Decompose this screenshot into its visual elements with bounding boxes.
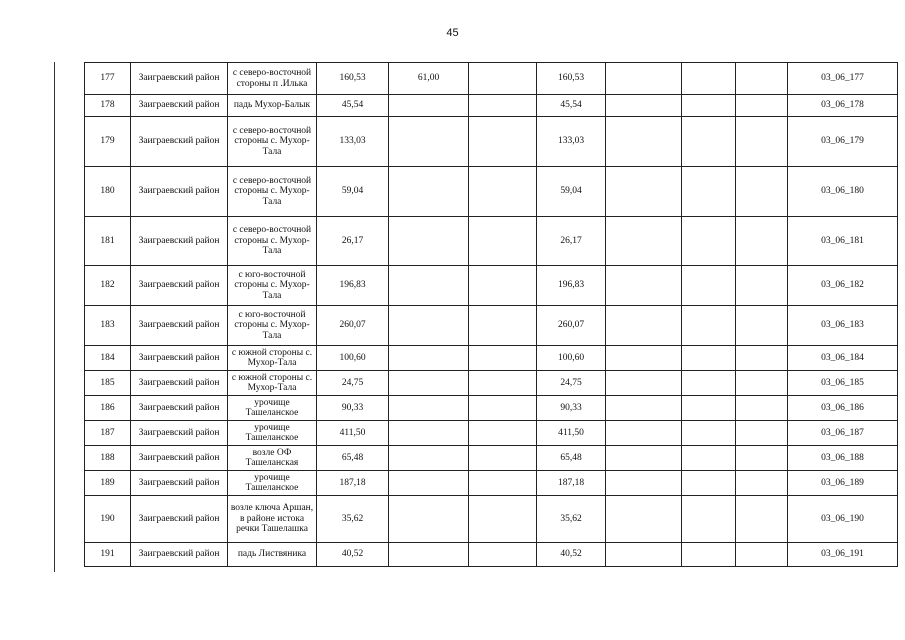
empty-cell [469,421,537,446]
code-cell: 03_06_186 [788,396,898,421]
table-row [85,95,898,117]
empty-cell [736,496,788,543]
empty-cell [606,266,682,306]
location-cell: падь Мухор-Балык [228,95,317,117]
code-cell: 03_06_182 [788,266,898,306]
extra-area-cell [389,371,469,396]
empty-cell [469,266,537,306]
table-row [85,167,898,217]
empty-cell [469,117,537,167]
empty-cell [736,117,788,167]
code-cell: 03_06_177 [788,63,898,95]
empty-cell [682,306,736,346]
extra-area-cell [389,117,469,167]
district-cell: Заиграевский район [131,117,228,167]
area-cell: 59,04 [317,167,389,217]
row-number: 183 [85,306,131,346]
empty-cell [469,471,537,496]
empty-cell [736,471,788,496]
total-area-cell: 59,04 [537,167,606,217]
code-cell: 03_06_187 [788,421,898,446]
area-cell: 45,54 [317,95,389,117]
empty-cell [606,306,682,346]
extra-area-cell [389,396,469,421]
district-cell: Заиграевский район [131,446,228,471]
extra-area-cell [389,217,469,266]
row-number: 180 [85,167,131,217]
empty-cell [682,371,736,396]
empty-cell [736,95,788,117]
area-cell: 26,17 [317,217,389,266]
row-number: 184 [85,346,131,371]
code-cell: 03_06_190 [788,496,898,543]
empty-cell [736,63,788,95]
location-cell: с северо-восточной стороны с. Мухор-Тала [228,217,317,266]
total-area-cell: 90,33 [537,396,606,421]
total-area-cell: 45,54 [537,95,606,117]
empty-cell [682,471,736,496]
empty-cell [682,266,736,306]
district-cell: Заиграевский район [131,496,228,543]
row-number: 185 [85,371,131,396]
empty-cell [606,371,682,396]
row-number: 191 [85,543,131,567]
row-number: 189 [85,471,131,496]
empty-cell [682,95,736,117]
table-row [85,371,898,396]
empty-cell [469,543,537,567]
empty-cell [606,496,682,543]
extra-area-cell [389,306,469,346]
total-area-cell: 160,53 [537,63,606,95]
empty-cell [736,217,788,266]
location-cell: с южной стороны с. Мухор-Тала [228,346,317,371]
table-row [85,446,898,471]
table-row [85,117,898,167]
row-number: 179 [85,117,131,167]
total-area-cell: 260,07 [537,306,606,346]
location-cell: возле ОФ Ташеланская [228,446,317,471]
extra-area-cell [389,167,469,217]
table-row [85,306,898,346]
district-cell: Заиграевский район [131,371,228,396]
code-cell: 03_06_179 [788,117,898,167]
total-area-cell: 65,48 [537,446,606,471]
location-cell: с северо-восточной стороны с. Мухор-Тала [228,117,317,167]
extra-area-cell: 61,00 [389,63,469,95]
total-area-cell: 187,18 [537,471,606,496]
code-cell: 03_06_178 [788,95,898,117]
empty-cell [606,63,682,95]
extra-area-cell [389,543,469,567]
table-row [85,496,898,543]
code-cell: 03_06_180 [788,167,898,217]
row-number: 190 [85,496,131,543]
empty-cell [736,396,788,421]
area-cell: 160,53 [317,63,389,95]
table-row [85,346,898,371]
district-cell: Заиграевский район [131,421,228,446]
empty-cell [736,167,788,217]
area-cell: 196,83 [317,266,389,306]
area-cell: 40,52 [317,543,389,567]
location-cell: урочище Ташеланское [228,471,317,496]
empty-cell [682,396,736,421]
location-cell: падь Листвяника [228,543,317,567]
total-area-cell: 35,62 [537,496,606,543]
empty-cell [469,396,537,421]
district-cell: Заиграевский район [131,167,228,217]
table-row [85,266,898,306]
empty-cell [736,266,788,306]
code-cell: 03_06_188 [788,446,898,471]
total-area-cell: 411,50 [537,421,606,446]
empty-cell [682,63,736,95]
total-area-cell: 26,17 [537,217,606,266]
code-cell: 03_06_191 [788,543,898,567]
row-number: 181 [85,217,131,266]
district-cell: Заиграевский район [131,306,228,346]
empty-cell [469,63,537,95]
empty-cell [682,496,736,543]
data-table [84,62,898,567]
empty-cell [606,446,682,471]
location-cell: урочище Ташеланское [228,421,317,446]
table-row [85,217,898,266]
empty-cell [682,117,736,167]
empty-cell [469,167,537,217]
empty-cell [682,217,736,266]
row-number: 177 [85,63,131,95]
empty-cell [469,371,537,396]
area-cell: 65,48 [317,446,389,471]
empty-cell [736,346,788,371]
empty-cell [469,346,537,371]
area-cell: 24,75 [317,371,389,396]
location-cell: с юго-восточной стороны с. Мухор-Тала [228,306,317,346]
area-cell: 187,18 [317,471,389,496]
empty-cell [736,421,788,446]
empty-cell [682,346,736,371]
total-area-cell: 40,52 [537,543,606,567]
district-cell: Заиграевский район [131,543,228,567]
empty-cell [606,346,682,371]
total-area-cell: 24,75 [537,371,606,396]
empty-cell [736,543,788,567]
empty-cell [469,306,537,346]
empty-cell [606,117,682,167]
code-cell: 03_06_185 [788,371,898,396]
extra-area-cell [389,95,469,117]
empty-cell [606,95,682,117]
district-cell: Заиграевский район [131,217,228,266]
empty-cell [469,446,537,471]
extra-area-cell [389,421,469,446]
empty-cell [736,371,788,396]
area-cell: 35,62 [317,496,389,543]
extra-area-cell [389,266,469,306]
code-cell: 03_06_183 [788,306,898,346]
area-cell: 100,60 [317,346,389,371]
empty-cell [606,471,682,496]
location-cell: с северо-восточной стороны с. Мухор-Тала [228,167,317,217]
district-cell: Заиграевский район [131,471,228,496]
area-cell: 260,07 [317,306,389,346]
district-cell: Заиграевский район [131,396,228,421]
extra-area-cell [389,471,469,496]
table-row [85,63,898,95]
total-area-cell: 196,83 [537,266,606,306]
area-cell: 411,50 [317,421,389,446]
empty-cell [606,543,682,567]
table-row [85,471,898,496]
code-cell: 03_06_181 [788,217,898,266]
empty-cell [606,167,682,217]
row-number: 182 [85,266,131,306]
page-number: 45 [446,27,459,39]
table-body [85,63,898,567]
empty-cell [469,496,537,543]
table-row [85,543,898,567]
location-cell: с северо-восточной стороны п .Илька [228,63,317,95]
location-cell: с юго-восточной стороны с. Мухор-Тала [228,266,317,306]
empty-cell [469,217,537,266]
table-row [85,396,898,421]
empty-cell [736,306,788,346]
empty-cell [606,396,682,421]
table-row [85,421,898,446]
empty-cell [736,446,788,471]
total-area-cell: 100,60 [537,346,606,371]
location-cell: урочище Ташеланское [228,396,317,421]
district-cell: Заиграевский район [131,266,228,306]
row-number: 188 [85,446,131,471]
row-number: 178 [85,95,131,117]
location-cell: возле ключа Аршан, в районе истока речки Ташелашка [228,496,317,543]
extra-area-cell [389,496,469,543]
location-cell: с южной стороны с. Мухор-Тала [228,371,317,396]
total-area-cell: 133,03 [537,117,606,167]
empty-cell [469,95,537,117]
code-cell: 03_06_189 [788,471,898,496]
margin-rule [54,62,55,572]
area-cell: 133,03 [317,117,389,167]
empty-cell [606,217,682,266]
area-cell: 90,33 [317,396,389,421]
extra-area-cell [389,446,469,471]
district-cell: Заиграевский район [131,63,228,95]
empty-cell [682,543,736,567]
row-number: 186 [85,396,131,421]
code-cell: 03_06_184 [788,346,898,371]
empty-cell [682,421,736,446]
empty-cell [682,167,736,217]
district-cell: Заиграевский район [131,95,228,117]
empty-cell [606,421,682,446]
row-number: 187 [85,421,131,446]
district-cell: Заиграевский район [131,346,228,371]
empty-cell [682,446,736,471]
extra-area-cell [389,346,469,371]
